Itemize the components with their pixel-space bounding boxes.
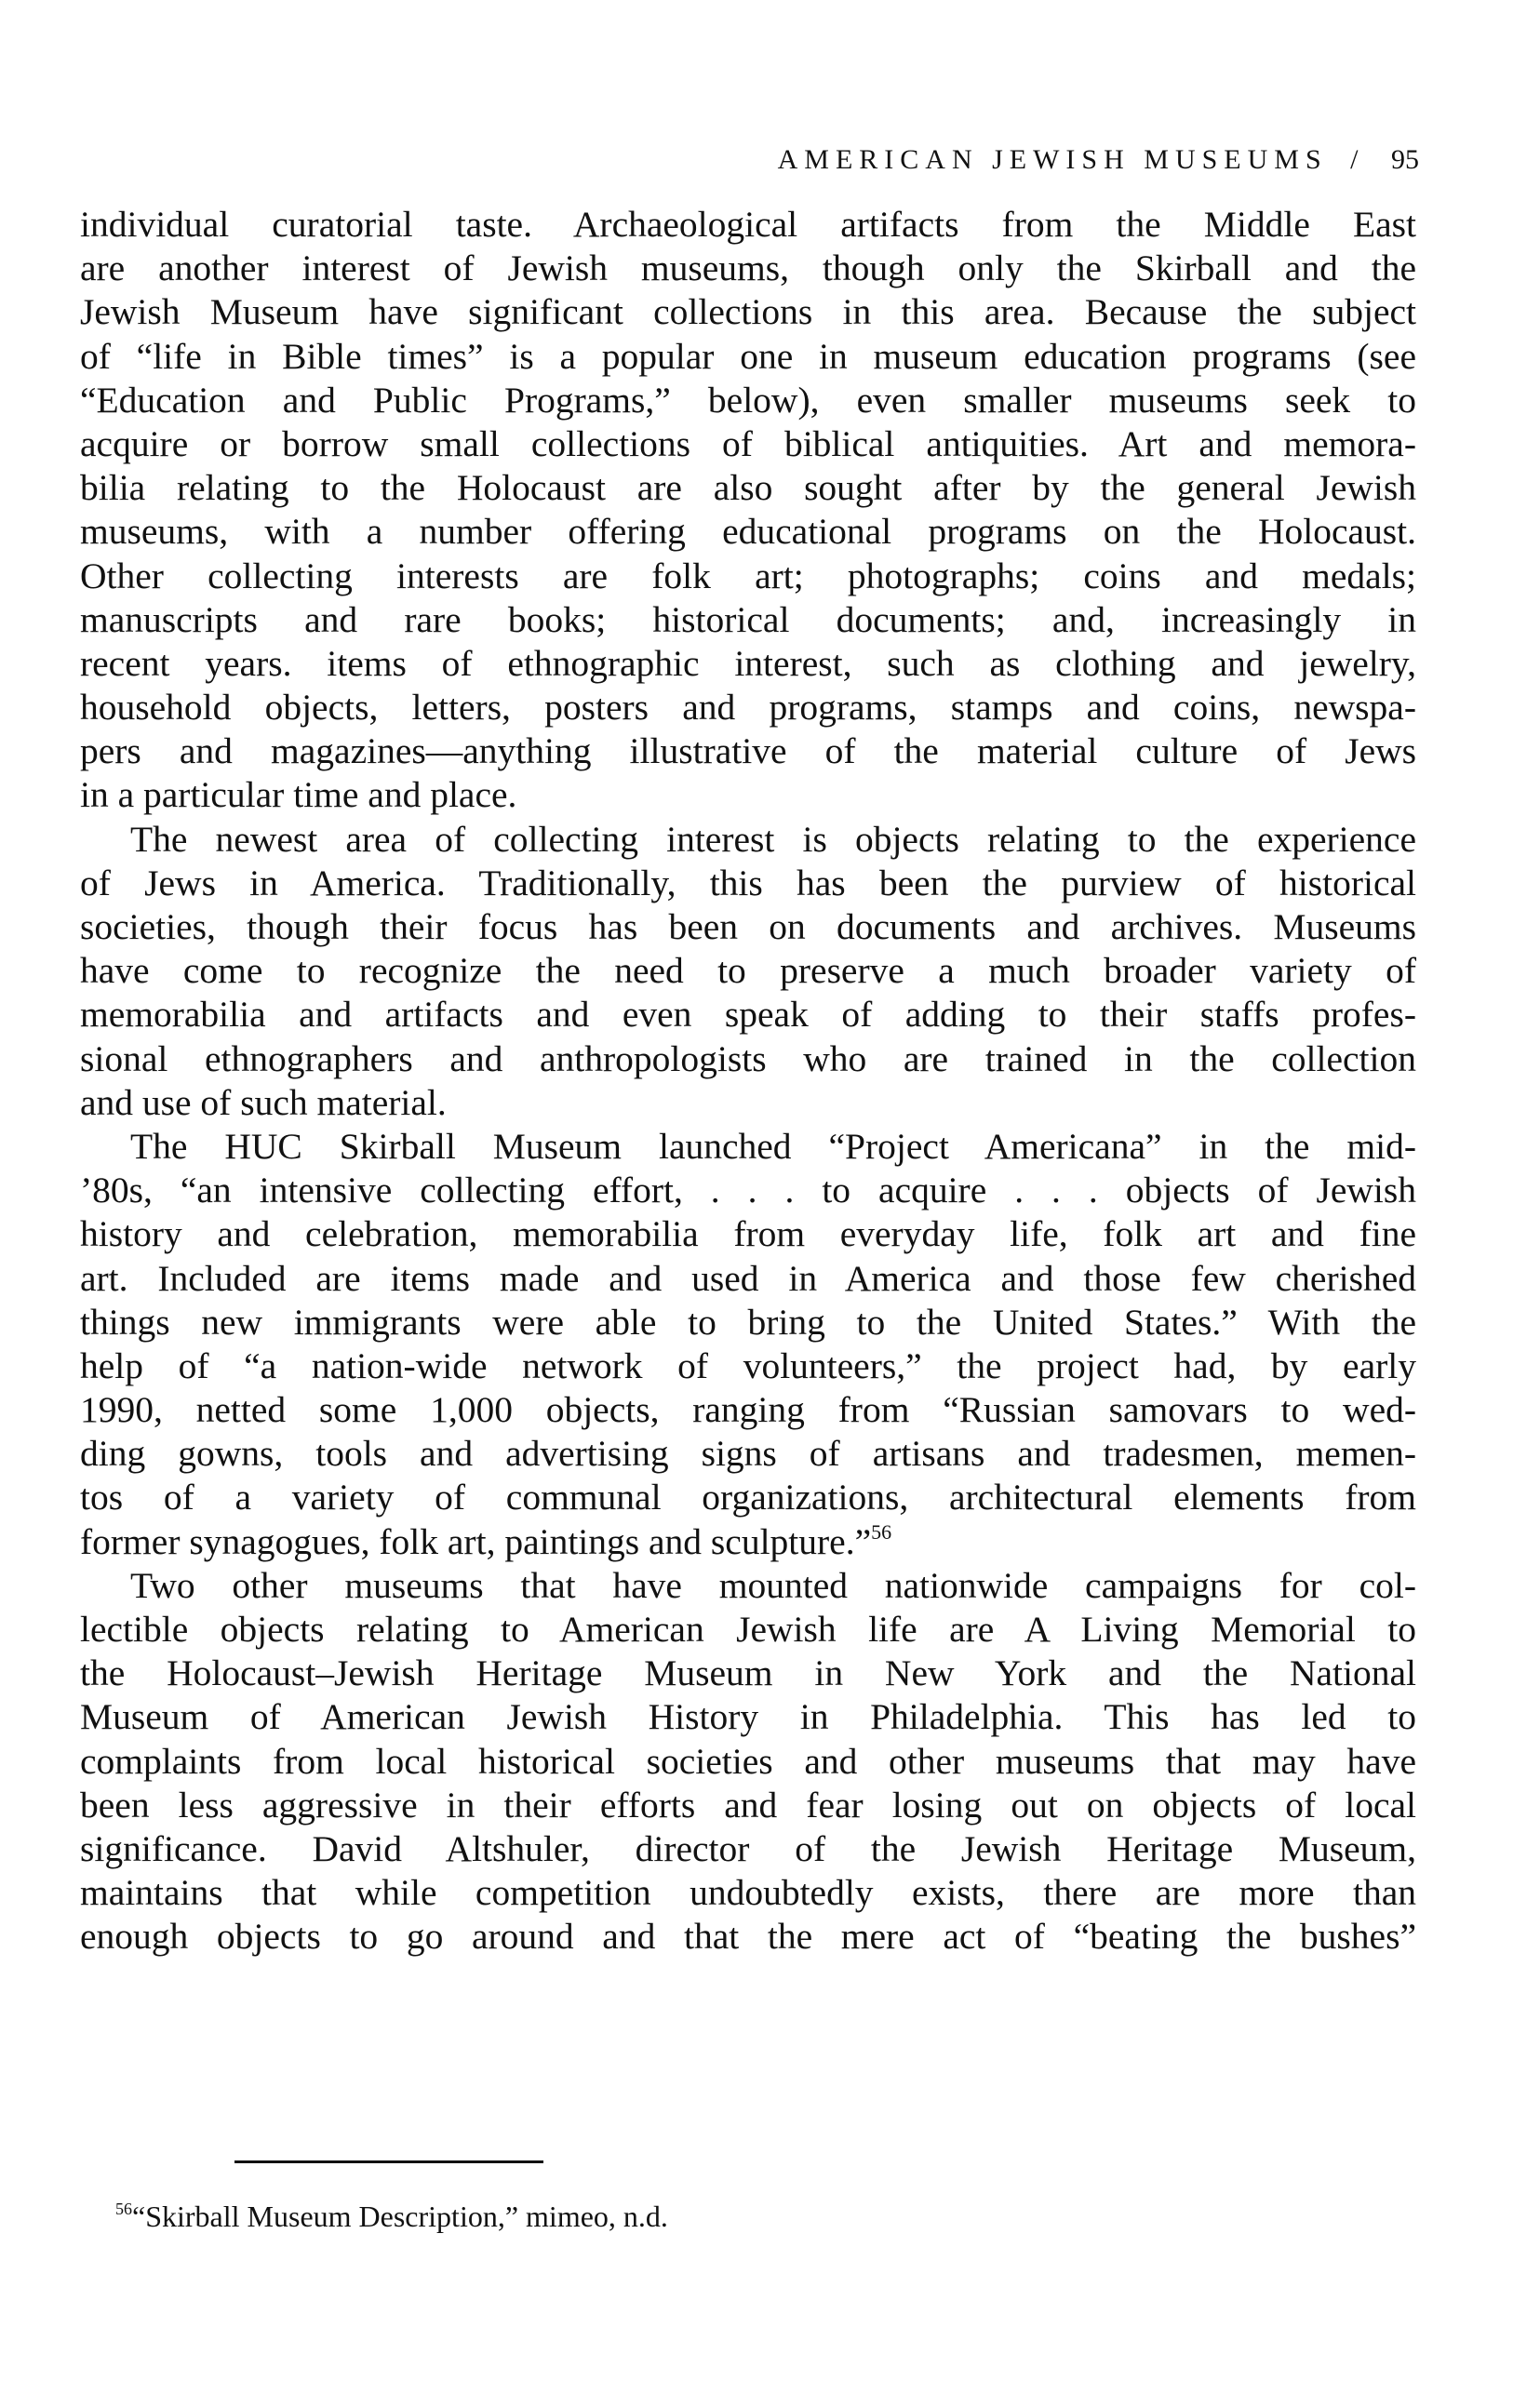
text-line: Two other museums that have mounted nationwide campaigns for col- bbox=[130, 1564, 1416, 1606]
text-line: been less aggressive in their efforts and fear losing out on objects of local bbox=[80, 1784, 1416, 1826]
text-line: recent years. items of ethnographic interest, such as clothing and jewelry, bbox=[80, 642, 1416, 684]
text-line: have come to recognize the need to preserve a much broader variety of bbox=[80, 950, 1416, 992]
text-line: complaints from local historical societies and other museums that may have bbox=[80, 1740, 1416, 1782]
paragraph-3 bbox=[80, 1125, 1416, 1564]
text-line: art. Included are items made and used in America and those few cherished bbox=[80, 1257, 1416, 1299]
text-line: Other collecting interests are folk art; photographs; coins and medals; bbox=[80, 555, 1416, 596]
text-line: history and celebration, memorabilia from everyday life, folk art and fine bbox=[80, 1213, 1416, 1255]
text-line: 1990, netted some 1,000 objects, ranging from “Russian samovars to wed- bbox=[80, 1389, 1416, 1431]
text-line: sional ethnographers and anthropologists who are trained in the collection bbox=[80, 1037, 1416, 1079]
text-line: of “life in Bible times” is a popular one in museum education programs (see bbox=[80, 335, 1416, 377]
text-line: manuscripts and rare books; historical documents; and, increasingly in bbox=[80, 598, 1416, 640]
running-head bbox=[577, 141, 1419, 179]
paragraph-4 bbox=[80, 1564, 1416, 1959]
text-line: things new immigrants were able to bring to the United States.” With the bbox=[80, 1301, 1416, 1343]
text-line: The newest area of collecting interest is objects relating to the experience bbox=[130, 818, 1416, 860]
footnote-reference-56[interactable]: 56 bbox=[871, 1519, 892, 1544]
text-line: of Jews in America. Traditionally, this has been the purview of historical bbox=[80, 862, 1416, 903]
text-line: ’80s, “an intensive collecting effort, . . . to acquire . . . objects of Jewish bbox=[80, 1170, 1416, 1211]
text-line: bilia relating to the Holocaust are also sought after by the general Jewish bbox=[80, 467, 1416, 509]
text-line: ding gowns, tools and advertising signs of artisans and tradesmen, memen- bbox=[80, 1433, 1416, 1475]
page-number: 95 bbox=[1391, 144, 1419, 175]
text-line: household objects, letters, posters and programs, stamps and coins, newspa- bbox=[80, 687, 1416, 729]
text-line: enough objects to go around and that the mere act of “beating the bushes” bbox=[80, 1916, 1416, 1958]
text-line: memorabilia and artifacts and even speak of adding to their staffs profes- bbox=[80, 994, 1416, 1036]
text-line: are another interest of Jewish museums, though only the Skirball and the bbox=[80, 247, 1416, 289]
text-line: the Holocaust–Jewish Heritage Museum in New York and the National bbox=[80, 1652, 1416, 1694]
text-line: Jewish Museum have significant collections in this area. Because the subject bbox=[80, 291, 1416, 333]
text-line: significance. David Altshuler, director of the Jewish Heritage Museum, bbox=[80, 1827, 1416, 1869]
footnote-text: “Skirball Museum Description,” mimeo, n.d. bbox=[132, 2200, 668, 2233]
text-line: The HUC Skirball Museum launched “Project Americana” in the mid- bbox=[130, 1125, 1416, 1167]
footnote-56 bbox=[115, 2198, 668, 2235]
text-line: pers and magazines—anything illustrative of the material culture of Jews bbox=[80, 730, 1416, 772]
text-line: museums, with a number offering educational programs on the Holocaust. bbox=[80, 511, 1416, 553]
text-line: Museum of American Jewish History in Philadelphia. This has led to bbox=[80, 1696, 1416, 1738]
text-line: in a particular time and place. bbox=[80, 774, 517, 816]
text-line: acquire or borrow small collections of biblical antiquities. Art and memora- bbox=[80, 422, 1416, 464]
text-line: help of “a nation-wide network of volunteers,” the project had, by early bbox=[80, 1344, 1416, 1386]
text-line: lectible objects relating to American Jewish life are A Living Memorial to bbox=[80, 1609, 1416, 1650]
body-text bbox=[80, 203, 1416, 1959]
text-line: and use of such material. bbox=[80, 1081, 447, 1123]
footnote-number: 56 bbox=[115, 2200, 132, 2218]
text-line: societies, though their focus has been on documents and archives. Museums bbox=[80, 906, 1416, 947]
paragraph-2 bbox=[80, 818, 1416, 1125]
text-line: individual curatorial taste. Archaeological artifacts from the Middle East bbox=[80, 204, 1416, 245]
paragraph-1 bbox=[80, 203, 1416, 818]
text-line-content: former synagogues, folk art, paintings and sculpture.” bbox=[80, 1520, 872, 1562]
footnote-divider bbox=[234, 2160, 543, 2163]
text-line: “Education and Public Programs,” below), even smaller museums seek to bbox=[80, 379, 1416, 421]
text-line: tos of a variety of communal organizations, architectural elements from bbox=[80, 1477, 1416, 1518]
text-line: maintains that while competition undoubtedly exists, there are more than bbox=[80, 1872, 1416, 1914]
text-line-with-footnote bbox=[80, 1520, 1416, 1564]
running-title: AMERICAN JEWISH MUSEUMS bbox=[777, 144, 1328, 175]
running-head-separator: / bbox=[1350, 144, 1365, 175]
